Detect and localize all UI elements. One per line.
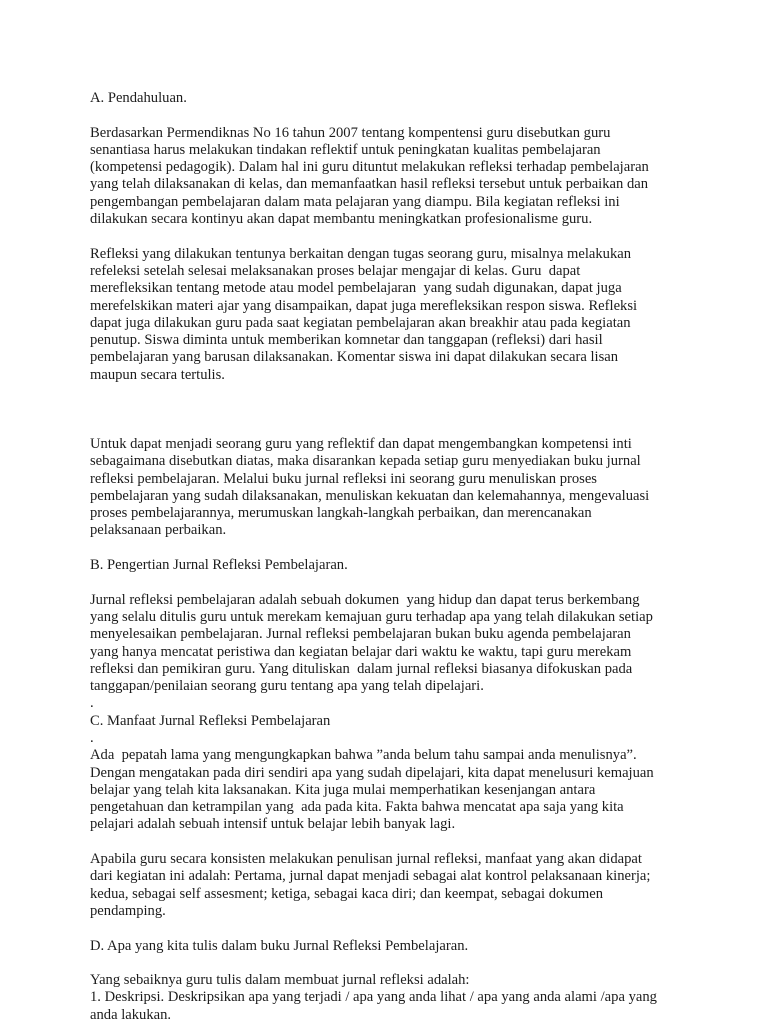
text-line: yang telah dilaksanakan di kelas, dan memanfaatkan hasil refleksi tersebut untuk perbaikan dan [90,176,649,193]
text-line: pendamping. [90,902,166,919]
text-line: pengetahuan dan ketrampilan yang ada pada kita. Fakta bahwa mencatat apa saja yang kita [90,799,624,816]
text-line: refeleksi setelah selesai melaksanakan proses belajar mengajar di kelas. Guru dapat [90,262,581,279]
spacer [90,540,682,557]
text-line: yang hanya mencatat peristiwa dan kegiatan belajar dari waktu ke waktu, tapi guru merekam [90,643,632,660]
paragraph-refleksi-tugas-guru [90,246,682,384]
spacer [90,228,682,245]
text-line: Yang sebaiknya guru tulis dalam membuat jurnal refleksi adalah: [90,972,470,989]
text-line: Apabila guru secara konsisten melakukan penulisan jurnal refleksi, manfaat yang akan didapat [90,851,642,868]
paragraph-guru-reflektif [90,436,682,540]
paragraph-manfaat-jurnal [90,851,682,920]
text-line: merefelskikan materi ajar yang disampaikan, dapat juga merefleksikan respon siswa. Refleksi [90,297,638,314]
text-line: kedua, sebagai self assesment; ketiga, sebagai kaca diri; dan keempat, sebagai dokumen [90,885,604,902]
text-line: Dengan mengatakan pada diri sendiri apa yang sudah dipelajari, kita dapat menelusuri kemajuan [90,764,654,781]
spacer [90,920,682,937]
text-line: dari kegiatan ini adalah: Pertama, jurnal dapat menjadi sebagai alat kontrol pelaksanaan kinerja; [90,868,651,885]
text-line: dilakukan secara kontinyu akan dapat membantu meningkatkan profesionalisme guru. [90,211,593,228]
heading-manfaat: C. Manfaat Jurnal Refleksi Pembelajaran [90,712,331,729]
text-line: pelaksanaan perbaikan. [90,522,227,539]
paragraph-isi-jurnal [90,972,682,1024]
text-line: dapat juga dilakukan guru pada saat kegiatan pembelajaran akan breakhir atau pada kegiatan [90,314,631,331]
text-line: . [90,695,94,712]
text-line: Jurnal refleksi pembelajaran adalah sebuah dokumen yang hidup dan dapat terus berkembang [90,591,640,608]
paragraph-pengertian-jurnal [90,592,682,713]
spacer [90,384,682,436]
spacer [90,574,682,591]
text-line: pembelajaran yang sudah dilaksanakan, menuliskan kekuatan dan kelemahannya, mengevaluasi [90,487,650,504]
text-line: sebagaimana disebutkan diatas, maka disarankan kepada setiap guru menyediakan buku jurnal [90,453,641,470]
paragraph-permendiknas [90,125,682,229]
heading-apa-yang-ditulis: D. Apa yang kita tulis dalam buku Jurnal Refleksi Pembelajaran. [90,937,469,954]
text-line: proses pembelajarannya, merumuskan langkah-langkah perbaikan, dan merencanakan [90,505,592,522]
text-line: Refleksi yang dilakukan tentunya berkaitan dengan tugas seorang guru, misalnya melakukan [90,245,632,262]
text-line: refleksi dan pemikiran guru. Yang dituliskan dalam jurnal refleksi biasanya difokuskan pada [90,660,633,677]
text-line: belajar yang telah kita laksanakan. Kita juga mulai memperhatikan kesenjangan antara [90,781,596,798]
text-line: senantiasa harus melakukan tindakan reflektif untuk peningkatan kualitas pembelajaran [90,141,601,158]
list-item-deskripsi: 1. Deskripsi. Deskripsikan apa yang terjadi / apa yang anda lihat / apa yang anda alami /apa yang [90,989,657,1006]
text-line: Ada pepatah lama yang mengungkapkan bahwa ”anda belum tahu sampai anda menulisnya”. [90,747,637,764]
paragraph-pepatah [90,730,682,834]
spacer [90,834,682,851]
text-line: . [90,729,94,746]
heading-pendahuluan: A. Pendahuluan. [90,90,187,106]
text-line: pembelajaran yang barusan dilaksanakan. Komentar siswa ini dapat dilakukan secara lisan [90,349,619,366]
text-line: refleksi pembelajaran. Melalui buku jurnal refleksi ini seorang guru menuliskan proses [90,470,597,487]
heading-pengertian: B. Pengertian Jurnal Refleksi Pembelajaran. [90,557,348,574]
text-line: pengembangan pembelajaran dalam mata pelajaran yang diampu. Bila kegiatan refleksi ini [90,193,620,210]
text-line: tanggapan/penilaian seorang guru tentang apa yang telah dipelajari. [90,678,484,695]
text-line: maupun secara tertulis. [90,366,225,383]
text-line: penutup. Siswa diminta untuk memberikan komnetar dan tanggapan (refleksi) dari hasil [90,332,603,349]
spacer [90,107,682,124]
text-line: (kompetensi pedagogik). Dalam hal ini guru dituntut melakukan refleksi terhadap pembelajaran [90,159,649,176]
document-page [90,90,682,1024]
text-line: pelajari adalah sebuah intensif untuk belajar lebih banyak lagi. [90,816,456,833]
text-line: Berdasarkan Permendiknas No 16 tahun 2007 tentang kompentensi guru disebutkan guru [90,124,611,141]
text-line: Untuk dapat menjadi seorang guru yang reflektif dan dapat mengembangkan kompetensi inti [90,435,632,452]
text-line: yang selalu ditulis guru untuk merekam kemajuan guru terhadap apa yang telah dilakukan setiap [90,608,653,625]
text-line: merefleksikan tentang metode atau model pembelajaran yang sudah digunakan, dapat juga [90,280,622,297]
spacer [90,955,682,972]
text-line: anda lakukan. [90,1006,172,1023]
text-line: menyelesaikan pembelajaran. Jurnal refleksi pembelajaran bukan buku agenda pembelajaran [90,626,631,643]
